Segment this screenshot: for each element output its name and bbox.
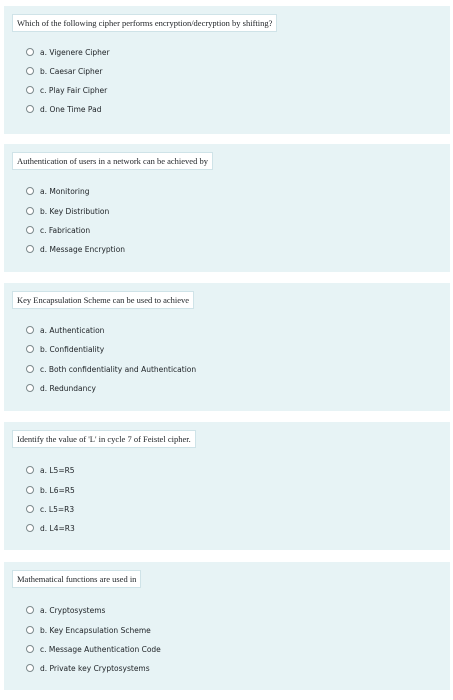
option-label: a. Vigenere Cipher [40, 47, 110, 57]
answer-option[interactable] [26, 46, 110, 58]
radio-button[interactable] [26, 187, 34, 195]
option-label: b. Key Distribution [40, 206, 110, 216]
question-text: Which of the following cipher performs encryption/decryption by shifting? [12, 14, 277, 32]
answer-option[interactable] [26, 243, 125, 255]
radio-button[interactable] [26, 365, 34, 373]
option-label: d. Message Encryption [40, 244, 126, 254]
radio-button[interactable] [26, 486, 34, 494]
option-label: a. Cryptosystems [40, 605, 106, 615]
question-text: Mathematical functions are used in [12, 570, 141, 588]
answer-option[interactable] [26, 343, 104, 355]
answer-option[interactable] [26, 65, 102, 77]
option-label: c. Play Fair Cipher [40, 85, 108, 95]
answer-option[interactable] [26, 643, 161, 655]
radio-button[interactable] [26, 326, 34, 334]
radio-button[interactable] [26, 86, 34, 94]
answer-option[interactable] [26, 382, 96, 394]
answer-option[interactable] [26, 503, 74, 515]
radio-button[interactable] [26, 345, 34, 353]
answer-option[interactable] [26, 604, 105, 616]
question-text: Identify the value of 'L' in cycle 7 of Feistel cipher. [12, 430, 196, 448]
radio-button[interactable] [26, 67, 34, 75]
answer-option[interactable] [26, 224, 90, 236]
radio-button[interactable] [26, 226, 34, 234]
question-card [4, 6, 450, 134]
answer-option[interactable] [26, 185, 89, 197]
option-label: d. One Time Pad [40, 104, 102, 114]
option-label: a. Monitoring [40, 186, 90, 196]
radio-button[interactable] [26, 466, 34, 474]
radio-button[interactable] [26, 245, 34, 253]
answer-option[interactable] [26, 484, 75, 496]
question-card [4, 144, 450, 272]
radio-button[interactable] [26, 384, 34, 392]
answer-option[interactable] [26, 103, 101, 115]
radio-button[interactable] [26, 207, 34, 215]
option-label: b. Caesar Cipher [40, 66, 103, 76]
radio-button[interactable] [26, 626, 34, 634]
radio-button[interactable] [26, 105, 34, 113]
option-label: c. L5=R3 [40, 504, 75, 514]
option-label: d. Redundancy [40, 383, 96, 393]
option-label: b. Confidentiality [40, 344, 105, 354]
radio-button[interactable] [26, 645, 34, 653]
option-label: d. L4=R3 [40, 523, 75, 533]
question-text: Key Encapsulation Scheme can be used to achieve [12, 291, 194, 309]
option-label: a. Authentication [40, 325, 105, 335]
answer-option[interactable] [26, 662, 150, 674]
radio-button[interactable] [26, 664, 34, 672]
answer-option[interactable] [26, 324, 104, 336]
answer-option[interactable] [26, 205, 109, 217]
option-label: b. L6=R5 [40, 485, 75, 495]
answer-option[interactable] [26, 522, 75, 534]
radio-button[interactable] [26, 48, 34, 56]
radio-button[interactable] [26, 505, 34, 513]
option-label: c. Fabrication [40, 225, 91, 235]
question-card [4, 562, 450, 690]
answer-option[interactable] [26, 624, 151, 636]
option-label: c. Both confidentiality and Authentication [40, 364, 197, 374]
option-label: c. Message Authentication Code [40, 644, 161, 654]
question-text: Authentication of users in a network can be achieved by [12, 152, 213, 170]
radio-button[interactable] [26, 524, 34, 532]
answer-option[interactable] [26, 464, 75, 476]
option-label: a. L5=R5 [40, 465, 75, 475]
radio-button[interactable] [26, 606, 34, 614]
option-label: b. Key Encapsulation Scheme [40, 625, 151, 635]
answer-option[interactable] [26, 363, 196, 375]
option-label: d. Private key Cryptosystems [40, 663, 150, 673]
question-card [4, 422, 450, 550]
question-card [4, 283, 450, 411]
answer-option[interactable] [26, 84, 107, 96]
